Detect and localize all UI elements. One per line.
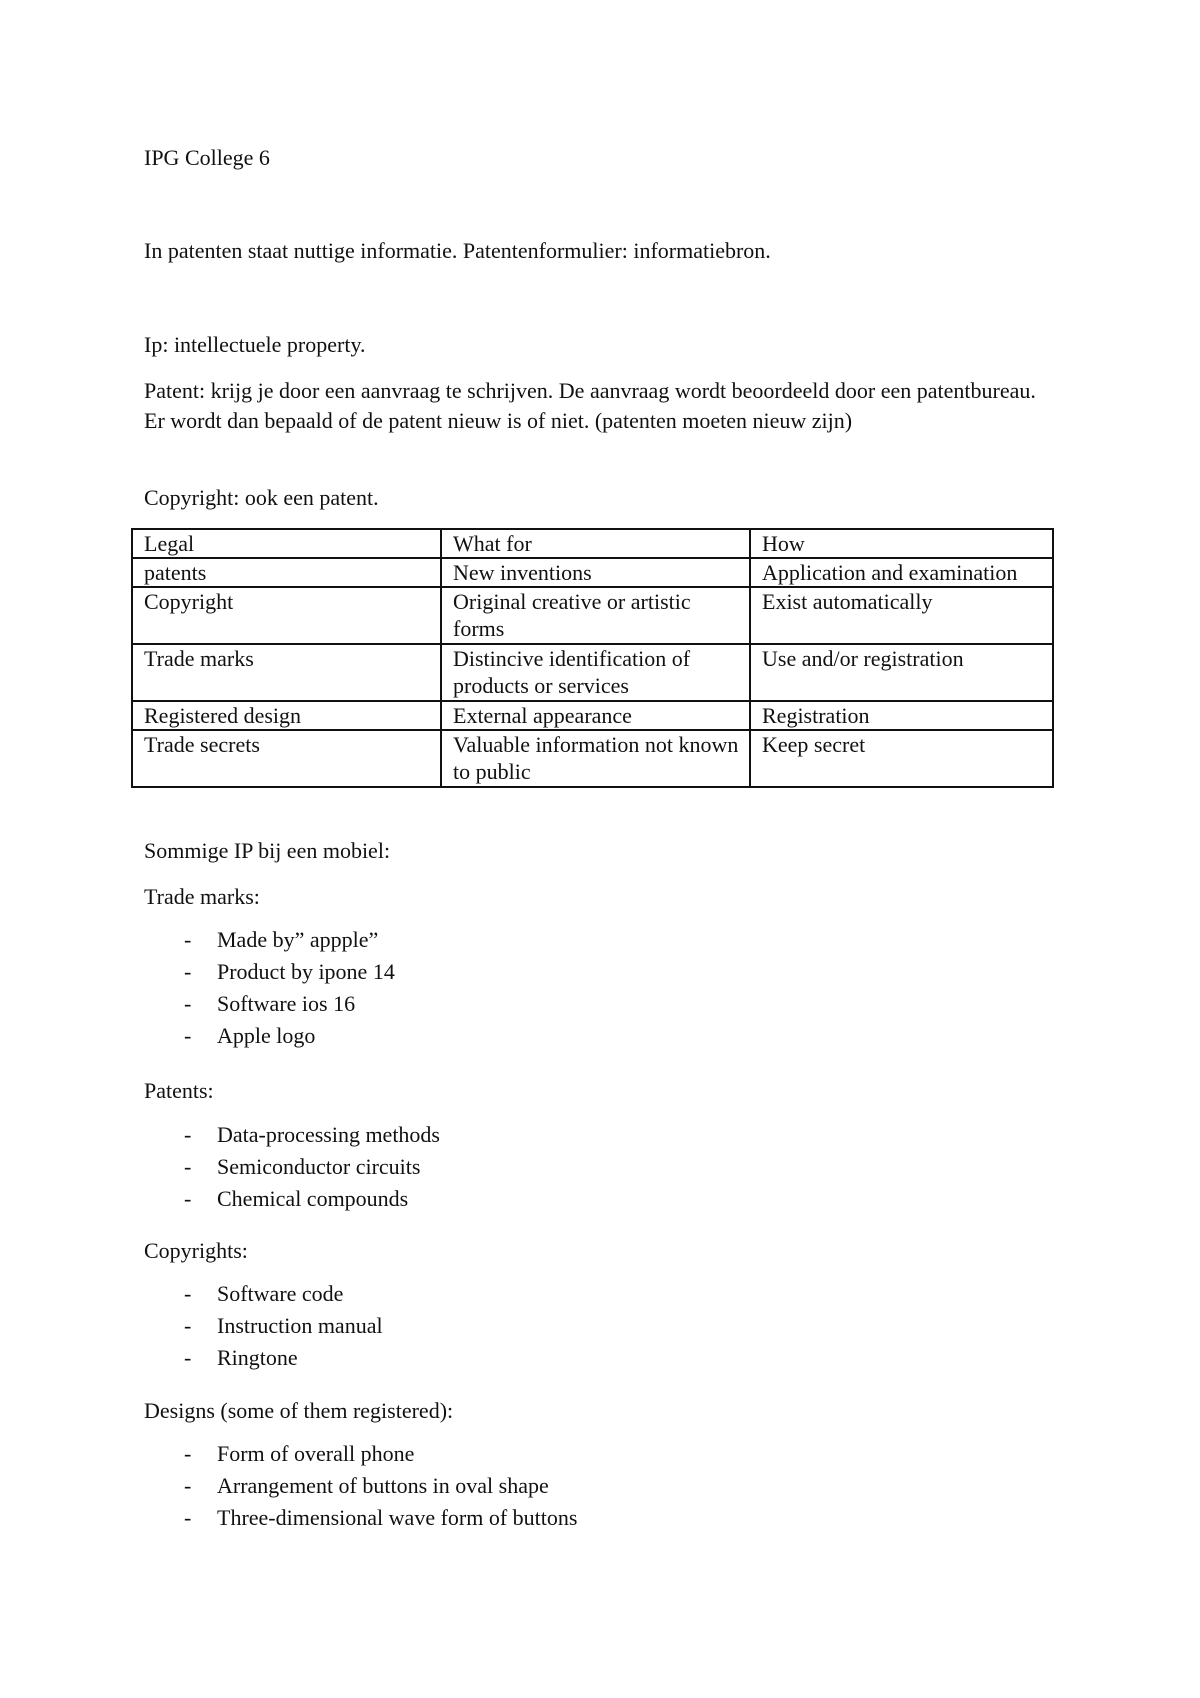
list-item: - Instruction manual — [184, 1313, 383, 1338]
table-cell: patents — [132, 558, 441, 587]
table-cell: Keep secret — [750, 730, 1053, 787]
table-cell: Original creative or artistic forms — [441, 587, 750, 644]
list-item: - Data-processing methods — [184, 1122, 440, 1147]
document-title: IPG College 6 — [144, 145, 270, 170]
table-row — [132, 587, 1053, 644]
section-heading-copyrights: Copyrights: — [144, 1238, 248, 1263]
table-cell: Application and examination — [750, 558, 1053, 587]
table-header-cell: How — [750, 529, 1053, 558]
section-heading-trade-marks: Trade marks: — [144, 884, 260, 909]
table-row — [132, 558, 1053, 587]
table-cell: Valuable information not known to public — [441, 730, 750, 787]
table-cell: Registration — [750, 701, 1053, 730]
table-cell: Use and/or registration — [750, 644, 1053, 701]
list-item: - Ringtone — [184, 1345, 298, 1370]
list-item: - Apple logo — [184, 1023, 316, 1048]
list-item: - Three-dimensional wave form of buttons — [184, 1505, 578, 1530]
list-item: - Software ios 16 — [184, 991, 356, 1016]
intro-paragraph: In patenten staat nuttige informatie. Patentenformulier: informatiebron. — [144, 238, 771, 263]
table-header-row — [132, 529, 1053, 558]
list-item: - Chemical compounds — [184, 1186, 409, 1211]
table-row — [132, 701, 1053, 730]
list-item: - Product by ipone 14 — [184, 959, 395, 984]
section-heading-patents: Patents: — [144, 1078, 214, 1103]
table-cell: New inventions — [441, 558, 750, 587]
section-heading-designs: Designs (some of them registered): — [144, 1398, 454, 1423]
patents-list — [144, 1119, 440, 1215]
table-cell: Distincive identification of products or services — [441, 644, 750, 701]
patent-paragraph: Patent: krijg je door een aanvraag te schrijven. De aanvraag wordt beoordeeld door een patentbureau. Er wordt dan bepaald of de patent nieuw is of niet. (patenten moeten nieuw zijn) — [144, 378, 1036, 433]
list-item: - Software code — [184, 1281, 344, 1306]
list-item: - Form of overall phone — [184, 1441, 415, 1466]
table-cell: External appearance — [441, 701, 750, 730]
table-header-cell: What for — [441, 529, 750, 558]
table-row — [132, 644, 1053, 701]
table-cell: Exist automatically — [750, 587, 1053, 644]
copyrights-list — [144, 1278, 383, 1374]
table-header-cell: Legal — [132, 529, 441, 558]
ip-types-table — [131, 528, 1054, 788]
table-cell: Copyright — [132, 587, 441, 644]
ip-paragraph: Ip: intellectuele property. — [144, 332, 366, 357]
table-cell: Trade marks — [132, 644, 441, 701]
list-item: - Semiconductor circuits — [184, 1154, 421, 1179]
trade-marks-list — [144, 924, 395, 1052]
list-item: - Made by” appple” — [184, 927, 379, 952]
table-row — [132, 730, 1053, 787]
mobile-intro: Sommige IP bij een mobiel: — [144, 838, 391, 863]
table-cell: Registered design — [132, 701, 441, 730]
table-cell: Trade secrets — [132, 730, 441, 787]
copyright-paragraph: Copyright: ook een patent. — [144, 485, 379, 510]
designs-list — [144, 1438, 577, 1534]
list-item: - Arrangement of buttons in oval shape — [184, 1473, 549, 1498]
